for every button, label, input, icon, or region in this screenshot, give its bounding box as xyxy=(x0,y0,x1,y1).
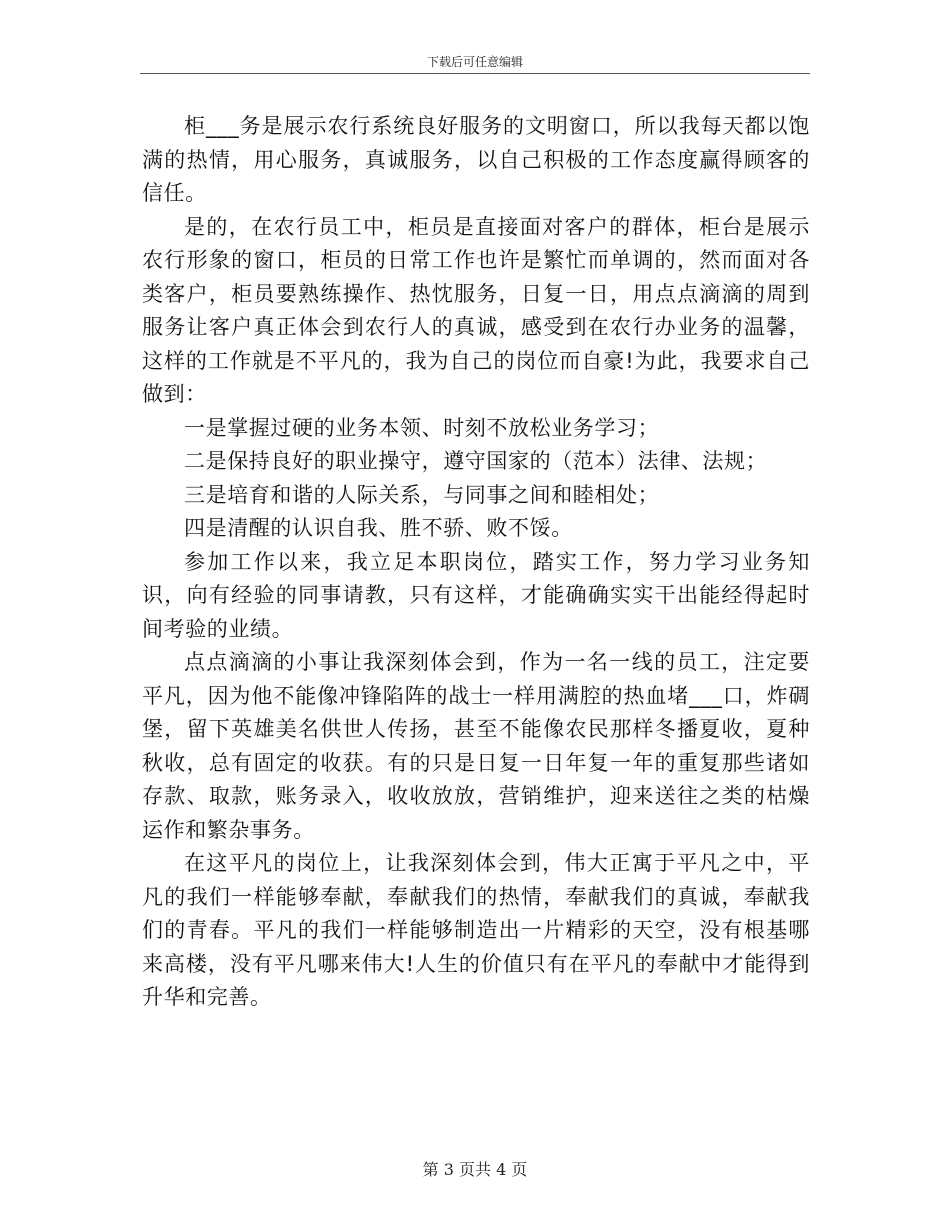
paragraph: 一是掌握过硬的业务本领、时刻不放松业务学习； xyxy=(184,415,660,440)
paragraph: 在这平凡的岗位上，让我深刻体会到，伟大正寓于平凡之中，平凡的我们一样能够奉献，奉献我们的热情，奉献我们的真诚，奉献我们的青春。平凡的我们一样能够制造出一片精彩的天空，没有根基哪来高楼，没有平凡哪来伟大!人生的价值只有在平凡的奉献中才能得到升华和完善。 xyxy=(142,851,810,1009)
header-divider xyxy=(140,73,810,74)
document-body xyxy=(142,110,810,1015)
paragraph: 二是保持良好的职业操守，遵守国家的（范本）法律、法规； xyxy=(184,449,768,473)
paragraph: 点点滴滴的小事让我深刻体会到，作为一名一线的员工，注定要平凡，因为他不能像冲锋陷阵的战士一样用满腔的热血堵___口，炸碉堡，留下英雄美名供世人传扬，甚至不能像农民那样冬播夏收，夏种秋收，总有固定的收获。有的只是日复一日年复一年的重复那些诸如存款、取款，账务录入，收收放放，营销维护，迎来送往之类的枯燥运作和繁杂事务。 xyxy=(142,650,810,842)
paragraph: 参加工作以来，我立足本职岗位，踏实工作，努力学习业务知识，向有经验的同事请教，只有这样，才能确确实实干出能经得起时间考验的业绩。 xyxy=(142,549,810,641)
paragraph: 是的，在农行员工中，柜员是直接面对客户的群体，柜台是展示农行形象的窗口，柜员的日常工作也许是繁忙而单调的，然而面对各类客户，柜员要熟练操作、热忱服务，日复一日，用点点滴滴的周到服务让客户真正体会到农行人的真诚，感受到在农行办业务的温馨，这样的工作就是不平凡的，我为自己的岗位而自豪!为此，我要求自己做到： xyxy=(142,214,810,406)
page-footer: 第 3 页共 4 页 xyxy=(422,1160,528,1179)
paragraph: 三是培育和谐的人际关系，与同事之间和睦相处； xyxy=(184,482,660,507)
page-header: 下载后可任意编辑 xyxy=(426,55,523,69)
paragraph: 四是清醒的认识自我、胜不骄、败不馁。 xyxy=(184,516,573,540)
paragraph: 柜___务是展示农行系统良好服务的文明窗口，所以我每天都以饱满的热情，用心服务，真诚服务，以自己积极的工作态度赢得顾客的信任。 xyxy=(142,114,810,205)
